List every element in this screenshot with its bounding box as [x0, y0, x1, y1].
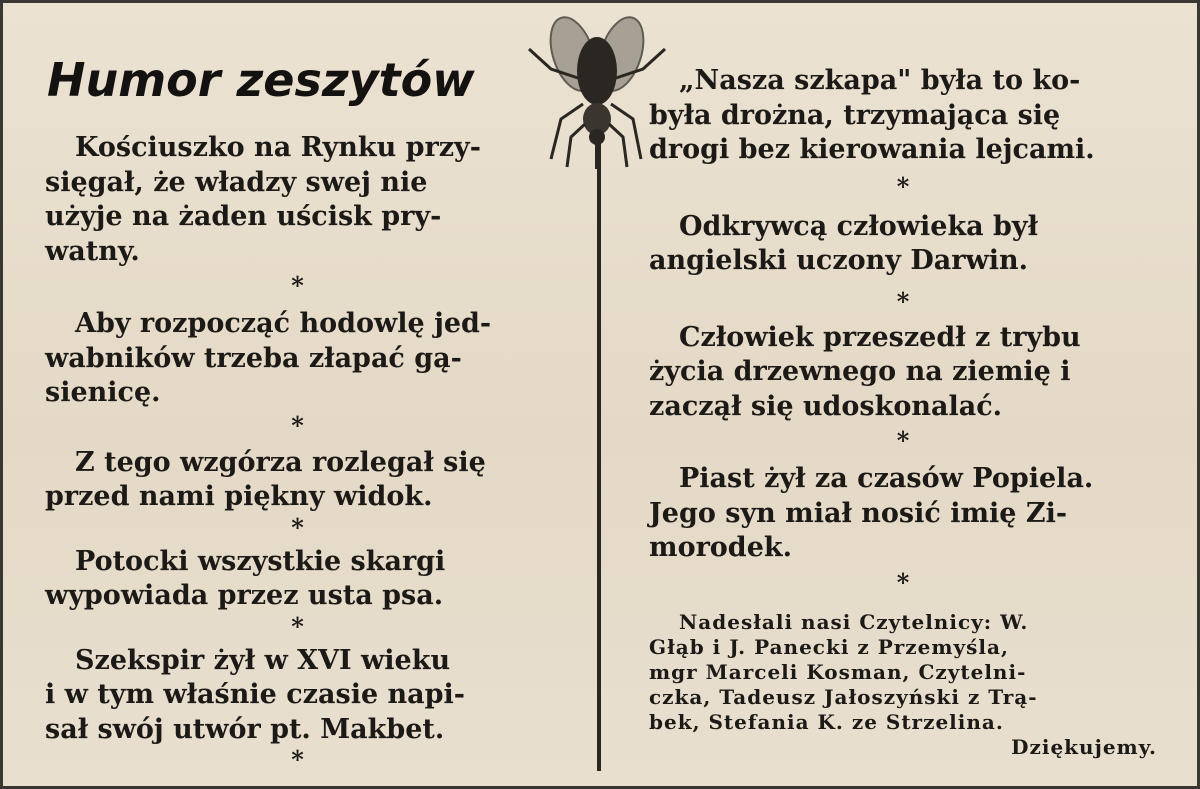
- joke-item: [45, 644, 550, 748]
- joke-item: [649, 462, 1157, 566]
- separator-star: *: [896, 567, 910, 597]
- joke-text: „Nasza szkapa" była to ko- była drożna, trzymająca się drogi bez kierowania lejcami.: [649, 65, 1095, 165]
- joke-text: Szekspir żył w XVI wieku i w tym właśnie czasie napi- sał swój utwór pt. Makbet.: [45, 644, 465, 745]
- column-title: Humor zeszytów: [47, 53, 475, 107]
- thanks-text: Dziękujemy.: [1011, 734, 1157, 759]
- separator-star: *: [896, 171, 910, 201]
- joke-item: [45, 131, 550, 269]
- separator-star: *: [291, 745, 304, 774]
- joke-text: Odkrywcą człowieka był angielski uczony Darwin.: [649, 210, 1039, 276]
- joke-item: [649, 210, 1157, 279]
- joke-text: Z tego wzgórza rozlegał się przed nami piękny widok.: [45, 446, 486, 512]
- column-divider: [597, 121, 601, 771]
- joke-item: [45, 446, 550, 515]
- separator-star: *: [896, 286, 910, 316]
- joke-item: [45, 307, 550, 411]
- left-items: [45, 131, 550, 773]
- joke-text: Piast żył za czasów Popiela. Jego syn miał nosić imię Zi- morodek.: [649, 463, 1094, 563]
- joke-item: [45, 545, 550, 614]
- credits-text: Nadesłali nasi Czytelnicy: W. Głąb i J. Panecki z Przemyśla, mgr Marceli Kosman, Czytelni- czka, Tadeusz Jałoszyński z Trą- bek, Stefania K. ze Strzelina.: [649, 609, 1038, 734]
- joke-item: [649, 321, 1157, 425]
- separator-star: *: [291, 611, 304, 641]
- joke-text: Kościuszko na Rynku przy- sięgał, że władzy swej nie użyje na żaden uścisk pry- watny.: [45, 132, 481, 267]
- separator-star: *: [291, 512, 304, 542]
- separator-star: *: [291, 271, 304, 300]
- separator-star: *: [896, 426, 910, 455]
- joke-item: [649, 64, 1157, 168]
- joke-text: Potocki wszystkie skargi wypowiada przez usta psa.: [45, 545, 446, 611]
- joke-text: Aby rozpocząć hodowlę jed- wabników trzeba złapać gą- sienicę.: [45, 308, 492, 408]
- right-items: [649, 64, 1157, 760]
- credits-block: [649, 610, 1157, 760]
- joke-text: Człowiek przeszedł z trybu życia drzewnego na ziemię i zaczął się udoskonalać.: [649, 321, 1081, 422]
- separator-star: *: [291, 410, 304, 440]
